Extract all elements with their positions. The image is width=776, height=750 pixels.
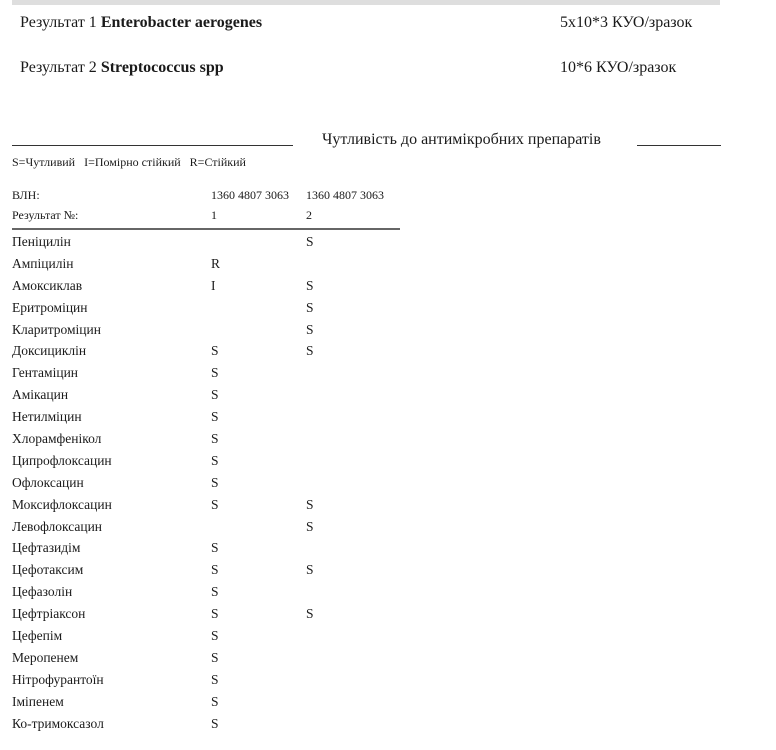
antibiotic-name: Доксициклін — [12, 343, 87, 359]
table-header-rule — [12, 228, 400, 230]
result-1-susceptibility: S — [211, 649, 219, 665]
antibiotic-name: Нітрофурантоїн — [12, 671, 104, 687]
antibiotic-name: Еритроміцин — [12, 299, 88, 315]
antibiotic-name: Цефазолін — [12, 584, 73, 600]
result-1-susceptibility: S — [211, 409, 219, 425]
result-2-susceptibility: S — [306, 321, 314, 337]
top-divider-bar — [12, 0, 720, 5]
result-1-susceptibility: S — [211, 496, 219, 512]
antibiotic-name: Амікацин — [12, 387, 69, 403]
antibiotic-name: Моксифлоксацин — [12, 496, 112, 512]
result-2-susceptibility: S — [306, 562, 314, 578]
antibiotic-name: Цефепім — [12, 628, 63, 644]
result-2-organism: Streptococcus spp — [100, 59, 224, 76]
legend-intermediate: I=Помірно стійкий — [84, 155, 181, 169]
section-title: Чутливість до антимікробних препаратів — [322, 131, 601, 148]
result-1-susceptibility: S — [211, 584, 219, 600]
result-1-susceptibility: S — [211, 431, 219, 447]
result-2-susceptibility: S — [306, 234, 314, 249]
result-2-susceptibility: S — [306, 518, 314, 534]
vln-value-1: 1360 4807 3063 — [211, 188, 289, 202]
legend-resistant: R=Стійкий — [189, 155, 246, 169]
antibiotic-name: Ампіцилін — [12, 255, 74, 271]
vln-label: ВЛН: — [12, 188, 40, 202]
result-number-1: 1 — [211, 208, 217, 222]
antibiotic-name: Іміпенем — [12, 693, 64, 709]
result-1-susceptibility: S — [211, 606, 219, 622]
result-1-susceptibility: S — [211, 540, 219, 556]
antibiotic-name: Цефтазидім — [12, 540, 81, 556]
result-1-susceptibility: S — [211, 693, 219, 709]
result-1-organism: Enterobacter aerogenes — [100, 14, 263, 31]
antibiotic-name: Ко-тримоксазол — [12, 715, 104, 731]
result-1-label: Результат 1 — [20, 14, 97, 31]
antibiotic-name: Пеніцилін — [12, 234, 71, 249]
antibiotic-name: Хлорамфенікол — [12, 431, 102, 447]
antibiotic-name: Гентаміцин — [12, 365, 79, 381]
antibiotic-name: Офлоксацин — [12, 474, 84, 490]
result-2-susceptibility: S — [306, 343, 314, 359]
section-rule-right — [637, 145, 721, 146]
vln-value-2: 1360 4807 3063 — [306, 188, 384, 202]
antibiotic-name: Кларитроміцин — [12, 321, 101, 337]
antibiotic-name: Цефотаксим — [12, 562, 84, 578]
antibiotic-name: Ципрофлоксацин — [12, 452, 112, 468]
section-rule-left — [12, 145, 293, 146]
result-2-susceptibility: S — [306, 496, 314, 512]
result-2-label: Результат 2 — [20, 59, 97, 76]
result-1-susceptibility: S — [211, 715, 219, 731]
result-1-count: 5x10*3 КУО/зразок — [560, 14, 693, 31]
result-2-count: 10*6 КУО/зразок — [560, 59, 677, 76]
result-number-2: 2 — [306, 208, 312, 222]
antibiotic-name: Нетилміцин — [12, 409, 82, 425]
result-number-label: Результат №: — [12, 208, 79, 222]
result-1-susceptibility: I — [211, 277, 216, 293]
susceptibility-legend — [12, 155, 252, 170]
result-2-susceptibility: S — [306, 299, 314, 315]
result-1-susceptibility: S — [211, 387, 219, 403]
result-2-susceptibility: S — [306, 277, 314, 293]
result-1-susceptibility: S — [211, 452, 219, 468]
result-1-susceptibility: S — [211, 474, 219, 490]
result-1-susceptibility: S — [211, 365, 219, 381]
result-2-susceptibility: S — [306, 606, 314, 622]
result-1-susceptibility: S — [211, 343, 219, 359]
result-1-susceptibility: S — [211, 671, 219, 687]
result-1-susceptibility: S — [211, 562, 219, 578]
result-1-susceptibility: S — [211, 628, 219, 644]
antibiotic-name: Левофлоксацин — [12, 518, 103, 534]
result-2-line — [20, 59, 224, 77]
legend-susceptible: S=Чутливий — [12, 155, 76, 169]
antibiotic-name: Амоксиклав — [12, 277, 83, 293]
antibiotic-name: Меропенем — [12, 649, 79, 665]
antibiotic-name: Цефтріаксон — [12, 606, 86, 622]
result-1-line — [20, 14, 262, 32]
result-1-susceptibility: R — [211, 255, 221, 271]
